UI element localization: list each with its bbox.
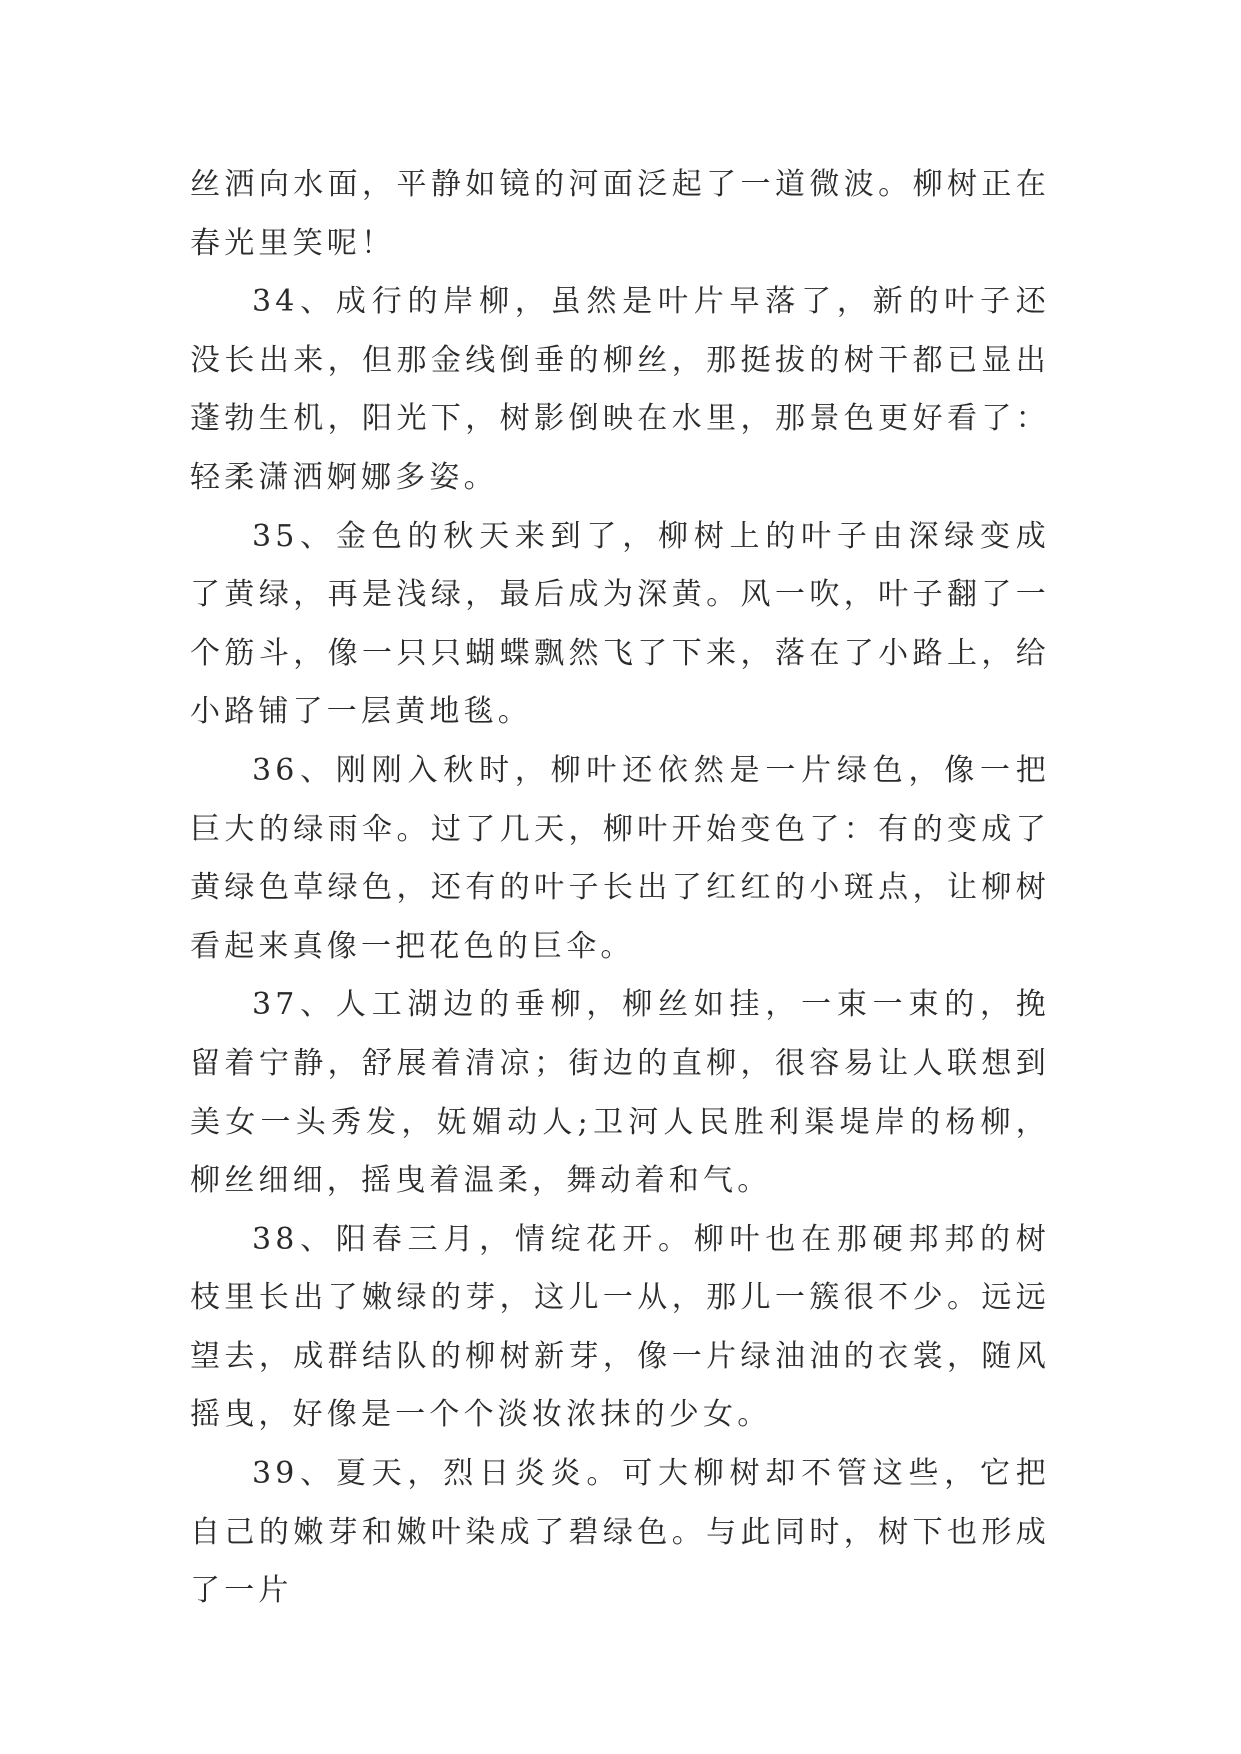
text-body	[190, 156, 1050, 1621]
paragraph-36: 36、刚刚入秋时，柳叶还依然是一片绿色，像一把巨大的绿雨伞。过了几天，柳叶开始变色了：有的变成了黄绿色草绿色，还有的叶子长出了红红的小斑点，让柳树看起来真像一把花色的巨伞。	[190, 752, 1050, 964]
paragraph-38: 38、阳春三月，情绽花开。柳叶也在那硬邦邦的树枝里长出了嫩绿的芽，这儿一从，那儿一簇很不少。远远望去，成群结队的柳树新芽，像一片绿油油的衣裳，随风摇曳，好像是一个个淡妆浓抹的少女。	[190, 1221, 1050, 1433]
paragraph-35: 35、金色的秋天来到了，柳树上的叶子由深绿变成了黄绿，再是浅绿，最后成为深黄。风一吹，叶子翻了一个筋斗，像一只只蝴蝶飘然飞了下来，落在了小路上，给小路铺了一层黄地毯。	[190, 518, 1050, 730]
paragraph-39: 39、夏天，烈日炎炎。可大柳树却不管这些，它把自己的嫩芽和嫩叶染成了碧绿色。与此同时，树下也形成了一片	[190, 1456, 1050, 1609]
paragraph-33-tail: 丝洒向水面，平静如镜的河面泛起了一道微波。柳树正在春光里笑呢！	[190, 167, 1050, 261]
paragraph-34: 34、成行的岸柳，虽然是叶片早落了，新的叶子还没长出来，但那金线倒垂的柳丝，那挺拔的树干都已显出蓬勃生机，阳光下，树影倒映在水里，那景色更好看了：轻柔潇洒婀娜多姿。	[190, 284, 1050, 495]
paragraph-37: 37、人工湖边的垂柳，柳丝如挂，一束一束的，挽留着宁静，舒展着清凉；街边的直柳，很容易让人联想到美女一头秀发，妩媚动人;卫河人民胜利渠堤岸的杨柳，柳丝细细，摇曳着温柔，舞动着和气。	[190, 987, 1050, 1199]
